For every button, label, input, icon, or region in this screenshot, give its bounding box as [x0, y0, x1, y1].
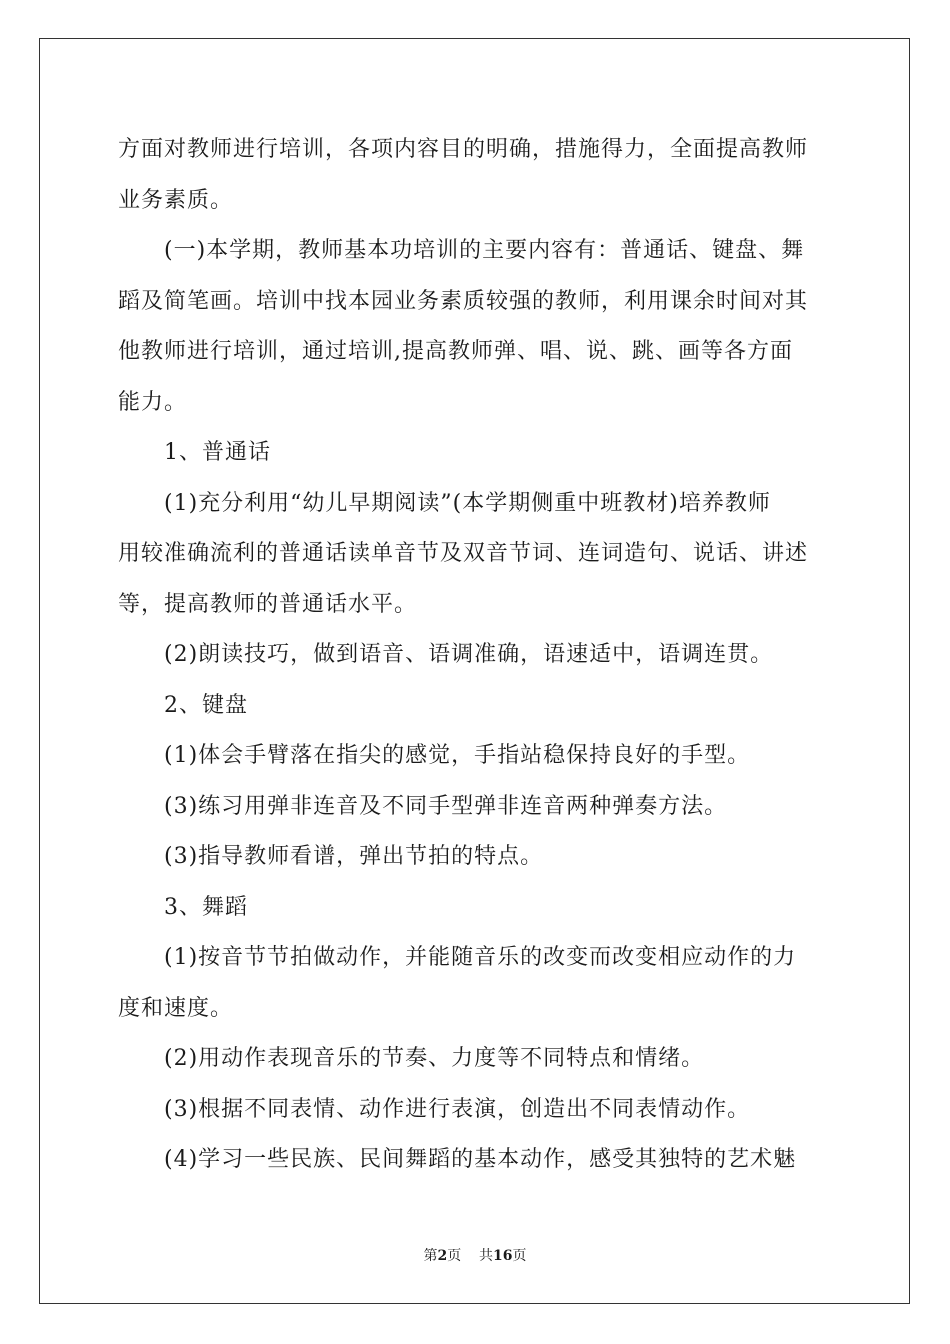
- text-line: (一)本学期，教师基本功培训的主要内容有：普通话、键盘、舞: [118, 238, 805, 263]
- text-line: 2、键盘: [118, 692, 248, 718]
- text-line: (3)练习用弹非连音及不同手型弹非连音两种弹奏方法。: [118, 793, 728, 819]
- text-line: 蹈及简笔画。培训中找本园业务素质较强的教师，利用课余时间对其: [118, 288, 809, 314]
- text-line: 他教师进行培训，通过培训,提高教师弹、唱、说、跳、画等各方面: [118, 339, 793, 364]
- text-line: (3)根据不同表情、动作进行表演，创造出不同表情动作。: [118, 1096, 751, 1122]
- text-line: (2)用动作表现音乐的节奏、力度等不同特点和情绪。: [118, 1046, 705, 1071]
- text-line: 用较准确流利的普通话读单音节及双音节词、连词造句、说话、讲述: [118, 541, 809, 566]
- footer-total-suffix: 页: [512, 1248, 527, 1264]
- text-line: (1)充分利用“幼儿早期阅读”(本学期侧重中班教材)培养教师: [118, 490, 771, 516]
- text-line: (2)朗读技巧，做到语音、语调准确，语速适中，语调连贯。: [118, 642, 774, 667]
- text-line: 方面对教师进行培训，各项内容目的明确，措施得力，全面提高教师: [118, 137, 809, 162]
- footer-page-suffix: 页: [447, 1248, 462, 1264]
- text-line: 3、舞蹈: [118, 894, 248, 920]
- text-line: (4)学习一些民族、民间舞蹈的基本动作，感受其独特的艺术魅: [118, 1147, 797, 1172]
- page-footer: [0, 1247, 950, 1265]
- text-line: (3)指导教师看谱，弹出节拍的特点。: [118, 844, 544, 869]
- footer-page-number: 2: [437, 1248, 448, 1264]
- footer-total-number: 16: [493, 1248, 513, 1264]
- text-line: (1)体会手臂落在指尖的感觉，手指站稳保持良好的手型。: [118, 743, 751, 768]
- footer-total-prefix: 共: [479, 1248, 494, 1264]
- text-line: 1、普通话: [118, 440, 271, 465]
- text-line: 业务素质。: [118, 187, 234, 213]
- text-line: (1)按音节节拍做动作，并能随音乐的改变而改变相应动作的力: [118, 945, 797, 970]
- text-line: 度和速度。: [118, 995, 234, 1021]
- text-line: 能力。: [118, 389, 188, 415]
- text-line: 等，提高教师的普通话水平。: [118, 591, 418, 617]
- footer-page-prefix: 第: [423, 1248, 438, 1264]
